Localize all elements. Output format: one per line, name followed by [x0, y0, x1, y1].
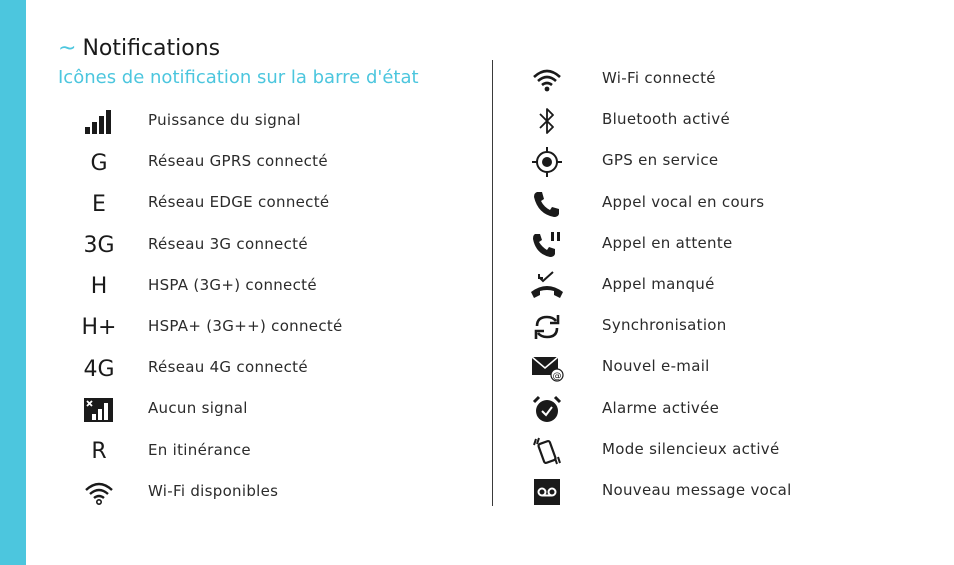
item-label: Wi-Fi connecté	[602, 69, 716, 87]
list-item	[80, 432, 500, 473]
list-item	[528, 307, 948, 348]
list-item	[80, 143, 500, 184]
svg-text:@: @	[552, 371, 562, 382]
list-item	[528, 225, 948, 266]
list-item	[528, 431, 948, 472]
item-label: HSPA+ (3G++) connecté	[148, 316, 343, 335]
item-label: Alarme activée	[602, 398, 720, 417]
sync-icon	[528, 310, 566, 344]
item-label: Nouveau message vocal	[602, 480, 792, 499]
item-label: Appel en attente	[602, 233, 733, 252]
list-item	[528, 390, 948, 431]
item-label: HSPA (3G+) connecté	[148, 275, 317, 294]
list-item	[528, 348, 948, 389]
email-icon	[528, 351, 566, 385]
item-label: Réseau GPRS connecté	[148, 152, 328, 171]
item-label: Wi-Fi disponibles	[148, 481, 279, 500]
item-label: Aucun signal	[148, 399, 248, 418]
right-icon-list	[528, 60, 948, 513]
hspa-plus-icon: H+	[81, 315, 117, 341]
wifi-connected-icon	[528, 63, 566, 97]
list-item	[80, 267, 500, 308]
item-label: En itinérance	[148, 440, 251, 459]
list-item	[528, 60, 948, 101]
bluetooth-icon	[528, 104, 566, 138]
list-item	[528, 184, 948, 225]
edge-icon: E	[92, 191, 106, 217]
roaming-icon: R	[91, 439, 107, 464]
call-hold-icon	[528, 228, 566, 262]
list-item	[80, 349, 500, 390]
item-label: Mode silencieux activé	[602, 439, 780, 458]
item-label: Nouvel e-mail	[602, 357, 710, 376]
section-subtitle: Icônes de notification sur la barre d'état	[58, 67, 419, 88]
list-item	[528, 142, 948, 183]
list-item	[80, 308, 500, 349]
item-label: Appel vocal en cours	[602, 192, 765, 211]
wifi-available-icon	[80, 476, 118, 510]
item-label: Puissance du signal	[148, 111, 301, 129]
vibrate-icon	[528, 434, 566, 468]
item-label: GPS en service	[602, 151, 719, 170]
signal-strength-icon	[80, 105, 118, 139]
3g-icon: 3G	[83, 233, 115, 259]
item-label: Synchronisation	[602, 316, 727, 335]
4g-icon: 4G	[83, 356, 115, 382]
title-text: Notifications	[82, 36, 221, 61]
list-item	[80, 473, 500, 514]
accent-side-bar	[0, 0, 26, 565]
no-signal-icon	[80, 393, 118, 427]
item-label: Réseau 4G connecté	[148, 358, 308, 377]
item-label: Appel manqué	[602, 274, 715, 293]
list-item	[80, 102, 500, 143]
list-item	[80, 390, 500, 431]
phone-call-icon	[528, 187, 566, 221]
title-tilde: ~	[58, 36, 77, 61]
voicemail-icon	[528, 475, 566, 509]
list-item	[528, 266, 948, 307]
missed-call-icon	[528, 269, 566, 303]
hspa-icon: H	[90, 274, 108, 300]
list-item	[80, 226, 500, 267]
list-item	[528, 101, 948, 142]
list-item	[80, 184, 500, 225]
gprs-icon: G	[90, 150, 108, 176]
alarm-icon	[528, 393, 566, 427]
item-label: Réseau EDGE connecté	[148, 193, 330, 212]
gps-icon	[528, 145, 566, 179]
list-item	[528, 472, 948, 513]
item-label: Bluetooth activé	[602, 110, 730, 129]
left-icon-list	[80, 102, 500, 514]
section-title	[58, 36, 220, 61]
item-label: Réseau 3G connecté	[148, 234, 308, 253]
